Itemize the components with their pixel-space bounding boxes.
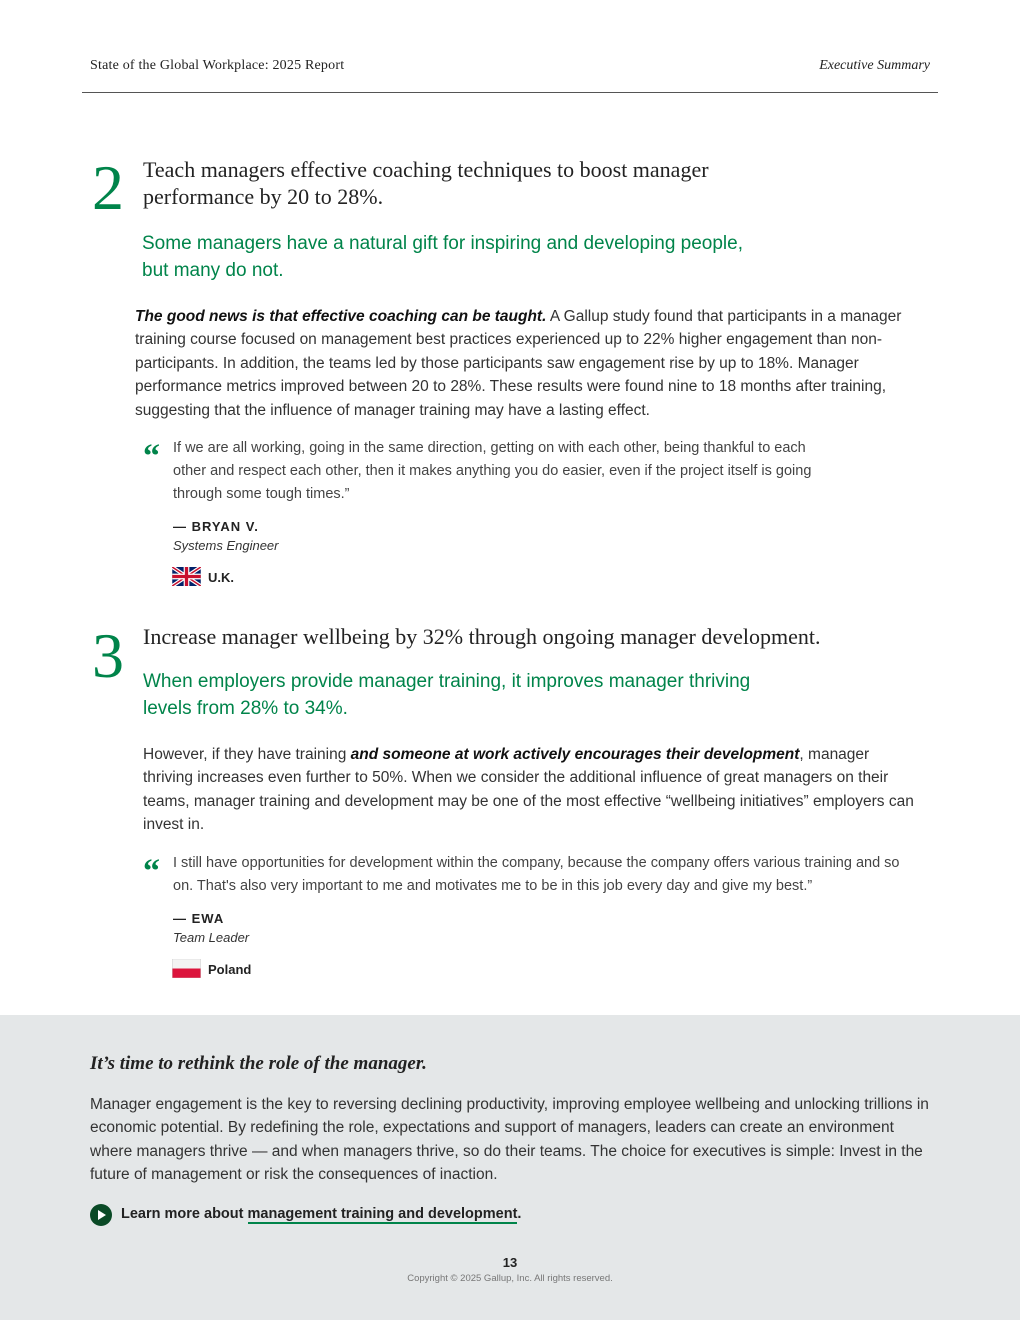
- section-3-quote-role: Team Leader: [173, 930, 250, 945]
- section-2-number: 2: [92, 152, 124, 223]
- section-2-quote-role: Systems Engineer: [173, 538, 279, 553]
- page-number: 13: [502, 1255, 518, 1270]
- section-3-body: [143, 743, 918, 837]
- poland-flag-icon: [172, 959, 201, 978]
- closing-body: Manager engagement is the key to reversing declining productivity, improving employee wellbeing and unlocking trillions in economic potential. By redefining the role, expectations and support of managers, leaders can create an environment where managers thrive — and when managers thrive, so do their teams. The choice for executives is simple: Invest in the future of management or risk the consequences of inaction.: [90, 1096, 929, 1184]
- section-3-subhead-line2: levels from 28% to 34%.: [143, 698, 348, 719]
- quote-mark-icon: “: [143, 853, 160, 890]
- section-2-quote: If we are all working, going in the same direction, getting on with each other, being thankful to each other and respect each other, then it makes anything you do easier, even if the project itself is going through some tough times.”: [173, 440, 812, 502]
- section-2-subhead-line2: but many do not.: [142, 260, 284, 281]
- copyright: Copyright © 2025 Gallup, Inc. All rights reserved.: [407, 1273, 613, 1284]
- uk-flag-icon: [172, 567, 201, 586]
- learn-more-suffix: .: [517, 1206, 522, 1222]
- play-arrow-icon[interactable]: [90, 1204, 112, 1226]
- section-3-number: 3: [92, 620, 124, 691]
- section-2-body: [135, 305, 925, 422]
- section-3-body-pre: However, if they have training: [143, 746, 351, 763]
- learn-more: [121, 1206, 521, 1222]
- section-3-subhead-line1: When employers provide manager training, it improves manager thriving: [143, 671, 751, 692]
- section-2-body-text: A Gallup study found that participants in a manager training course focused on management best practices experienced up to 22% higher engagement than non-participants. In addition, the teams led by those participants saw engagement rise by up to 18%. Manager performance metrics improved between 20 to 28%. These results were found nine to 18 months after training, suggesting that the influence of manager training may have a lasting effect.: [135, 308, 902, 419]
- section-2-subhead: [142, 230, 862, 284]
- section-3-quote-country: Poland: [208, 962, 252, 977]
- section-2-heading-line2: performance by 20 to 28%.: [143, 184, 384, 209]
- section-2-quote-name: — BRYAN V.: [173, 519, 259, 534]
- section-3-body-post: , manager thriving increases even further to 50%. When we consider the additional influence of great managers on their teams, manager training and development may be one of the most effective “wellbeing initiatives” employers can invest in.: [143, 746, 914, 834]
- closing-title: It’s time to rethink the role of the manager.: [90, 1053, 427, 1074]
- section-3-body-emphasis: and someone at work actively encourages their development: [350, 746, 800, 763]
- quote-mark-icon: “: [143, 438, 160, 475]
- management-training-link[interactable]: management training and development: [247, 1206, 518, 1222]
- section-2-subhead-line1: Some managers have a natural gift for inspiring and developing people,: [142, 233, 743, 254]
- section-2-heading-line1: Teach managers effective coaching techniques to boost manager: [143, 157, 709, 182]
- report-title: State of the Global Workplace: 2025 Report: [90, 58, 345, 73]
- section-2-heading: [143, 156, 843, 210]
- section-3-quote-name: — EWA: [173, 911, 225, 926]
- section-3-quote: I still have opportunities for development within the company, because the company offers various training and so on. That's also very important to me and motivates me to be in this job every day and give my best.”: [173, 855, 900, 894]
- section-3-heading: Increase manager wellbeing by 32% through ongoing manager development.: [143, 624, 821, 649]
- page-header: [82, 0, 938, 93]
- section-label: Executive Summary: [819, 58, 930, 73]
- learn-more-prefix: Learn more about: [121, 1206, 248, 1222]
- section-2-quote-country: U.K.: [208, 570, 234, 585]
- section-2-body-lead: The good news is that effective coaching can be taught.: [135, 308, 547, 325]
- section-3-subhead: [143, 668, 863, 722]
